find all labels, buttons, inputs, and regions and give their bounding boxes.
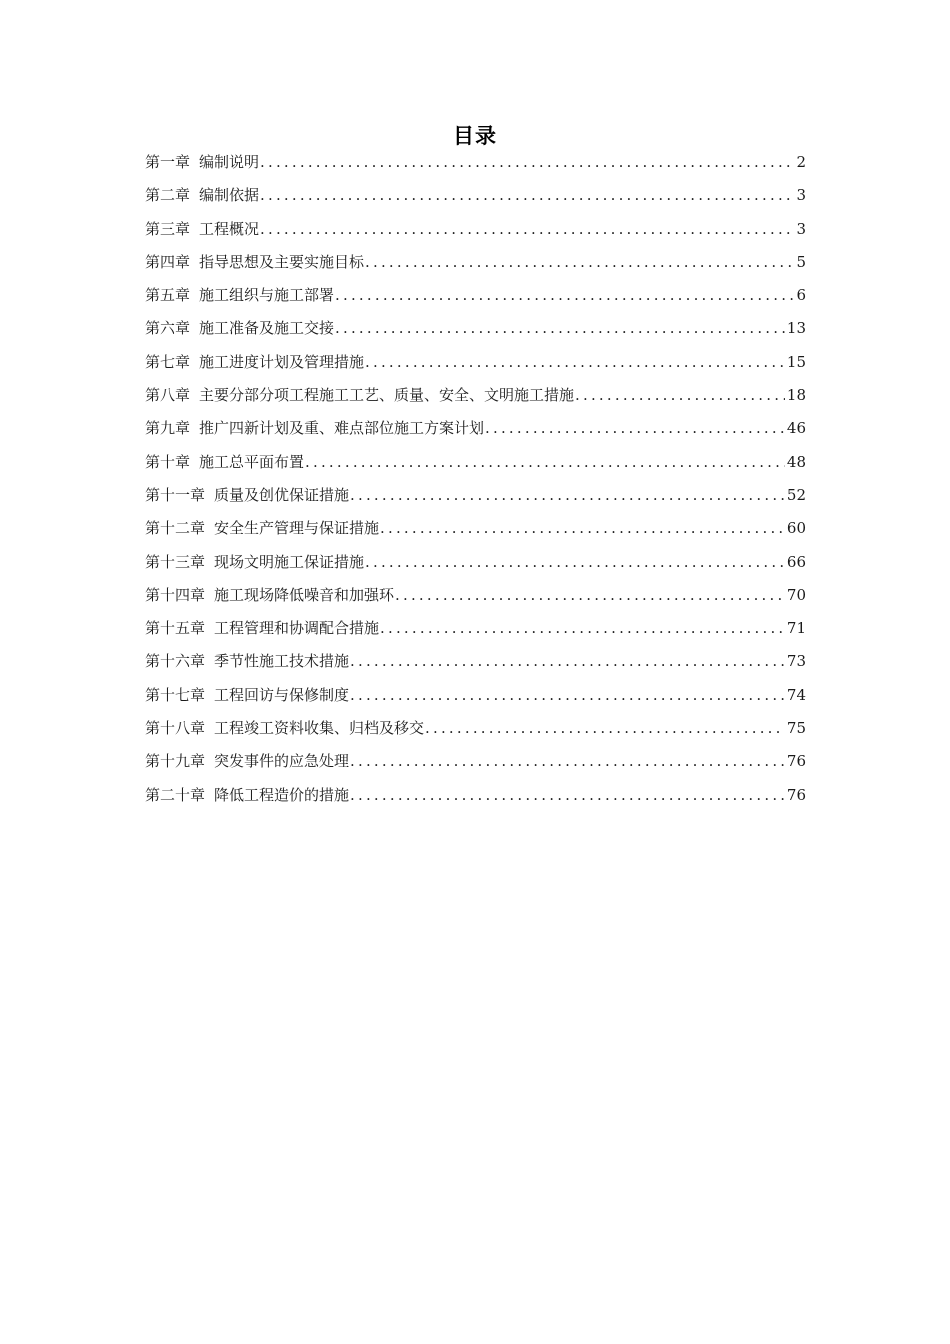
- toc-chapter-number: 第九章: [145, 419, 191, 438]
- toc-chapter-title: 工程管理和协调配合措施: [214, 619, 380, 638]
- toc-entry[interactable]: [145, 215, 806, 248]
- toc-page-number: 13: [786, 319, 806, 338]
- toc-entry[interactable]: [145, 181, 806, 214]
- toc-entry[interactable]: [145, 581, 806, 614]
- toc-page-number: 76: [786, 785, 806, 804]
- toc-page-number: 5: [796, 252, 806, 271]
- toc-entry[interactable]: [145, 348, 806, 381]
- toc-chapter-number: 第二十章: [145, 785, 206, 804]
- toc-dot-leader: [379, 514, 785, 542]
- toc-dot-leader: [424, 714, 785, 742]
- toc-dot-leader: [394, 581, 785, 609]
- toc-dot-leader: [364, 548, 785, 576]
- toc-chapter-title: 工程概况: [199, 219, 260, 238]
- toc-chapter-number: 第四章: [145, 252, 191, 271]
- toc-page-number: 15: [786, 352, 806, 371]
- toc-entry[interactable]: [145, 248, 806, 281]
- toc-chapter-number: 第十七章: [145, 685, 206, 704]
- toc-chapter-number: 第十四章: [145, 585, 206, 604]
- toc-page-number: 76: [786, 752, 806, 771]
- toc-entry[interactable]: [145, 448, 806, 481]
- toc-entry[interactable]: [145, 747, 806, 780]
- toc-page-number: 74: [786, 685, 806, 704]
- toc-chapter-title: 施工现场降低噪音和加强环: [214, 585, 395, 604]
- toc-entry[interactable]: [145, 281, 806, 314]
- toc-chapter-number: 第二章: [145, 186, 191, 205]
- toc-dot-leader: [259, 215, 794, 243]
- toc-chapter-number: 第十三章: [145, 552, 206, 571]
- toc-dot-leader: [259, 148, 794, 176]
- toc-chapter-title: 降低工程造价的措施: [214, 785, 350, 804]
- toc-page-number: 75: [786, 719, 806, 738]
- toc-chapter-title: 季节性施工技术措施: [214, 652, 350, 671]
- toc-chapter-title: 施工进度计划及管理措施: [199, 352, 365, 371]
- toc-entry[interactable]: [145, 548, 806, 581]
- toc-dot-leader: [574, 381, 785, 409]
- toc-chapter-title: 安全生产管理与保证措施: [214, 519, 380, 538]
- toc-chapter-number: 第十九章: [145, 752, 206, 771]
- toc-chapter-title: 施工准备及施工交接: [199, 319, 335, 338]
- toc-dot-leader: [334, 281, 794, 309]
- toc-entry[interactable]: [145, 781, 806, 814]
- toc-entry[interactable]: [145, 381, 806, 414]
- toc-page-number: 48: [786, 452, 806, 471]
- toc-entry[interactable]: [145, 148, 806, 181]
- toc-entry[interactable]: [145, 647, 806, 680]
- toc-dot-leader: [364, 248, 794, 276]
- toc-dot-leader: [379, 614, 785, 642]
- toc-dot-leader: [334, 314, 785, 342]
- toc-chapter-number: 第六章: [145, 319, 191, 338]
- toc-page-number: 71: [786, 619, 806, 638]
- toc-dot-leader: [349, 747, 785, 775]
- toc-dot-leader: [349, 681, 785, 709]
- toc-page-number: 70: [786, 585, 806, 604]
- toc-chapter-number: 第一章: [145, 153, 191, 171]
- toc-title: 目录: [453, 124, 497, 148]
- toc-dot-leader: [349, 481, 785, 509]
- toc-page-number: 46: [786, 419, 806, 438]
- toc-entry[interactable]: [145, 614, 806, 647]
- toc-chapter-number: 第十章: [145, 452, 191, 471]
- toc-chapter-number: 第七章: [145, 352, 191, 371]
- toc-chapter-title: 主要分部分项工程施工工艺、质量、安全、文明施工措施: [199, 386, 575, 405]
- toc-chapter-title: 工程竣工资料收集、归档及移交: [214, 719, 425, 738]
- toc-chapter-number: 第十一章: [145, 485, 206, 504]
- toc-list: [145, 148, 806, 814]
- toc-page-number: 52: [786, 485, 806, 504]
- toc-chapter-title: 施工总平面布置: [199, 452, 305, 471]
- toc-page-number: 73: [786, 652, 806, 671]
- toc-chapter-title: 施工组织与施工部署: [199, 286, 335, 305]
- toc-chapter-title: 突发事件的应急处理: [214, 752, 350, 771]
- toc-dot-leader: [349, 647, 785, 675]
- toc-chapter-number: 第十五章: [145, 619, 206, 638]
- toc-page-number: 3: [796, 186, 806, 205]
- toc-chapter-title: 现场文明施工保证措施: [214, 552, 365, 571]
- toc-chapter-title: 推广四新计划及重、难点部位施工方案计划: [199, 419, 485, 438]
- toc-page-number: 60: [786, 519, 806, 538]
- toc-page-number: 6: [796, 286, 806, 305]
- toc-page-number: 2: [796, 153, 806, 171]
- toc-chapter-number: 第三章: [145, 219, 191, 238]
- toc-page-number: 66: [786, 552, 806, 571]
- toc-page-number: 18: [786, 386, 806, 405]
- toc-chapter-title: 质量及创优保证措施: [214, 485, 350, 504]
- toc-entry[interactable]: [145, 514, 806, 547]
- toc-chapter-number: 第五章: [145, 286, 191, 305]
- toc-chapter-title: 编制依据: [199, 186, 260, 205]
- toc-dot-leader: [304, 448, 785, 476]
- toc-dot-leader: [484, 414, 785, 442]
- toc-entry[interactable]: [145, 314, 806, 347]
- toc-chapter-title: 工程回访与保修制度: [214, 685, 350, 704]
- toc-chapter-title: 编制说明: [199, 153, 260, 171]
- toc-entry[interactable]: [145, 714, 806, 747]
- toc-entry[interactable]: [145, 681, 806, 714]
- toc-dot-leader: [364, 348, 785, 376]
- toc-chapter-number: 第十八章: [145, 719, 206, 738]
- toc-chapter-number: 第十六章: [145, 652, 206, 671]
- toc-dot-leader: [259, 181, 794, 209]
- toc-entry[interactable]: [145, 481, 806, 514]
- toc-entry[interactable]: [145, 414, 806, 447]
- toc-chapter-title: 指导思想及主要实施目标: [199, 252, 365, 271]
- toc-page-number: 3: [796, 219, 806, 238]
- toc-dot-leader: [349, 781, 785, 809]
- toc-chapter-number: 第八章: [145, 386, 191, 405]
- toc-chapter-number: 第十二章: [145, 519, 206, 538]
